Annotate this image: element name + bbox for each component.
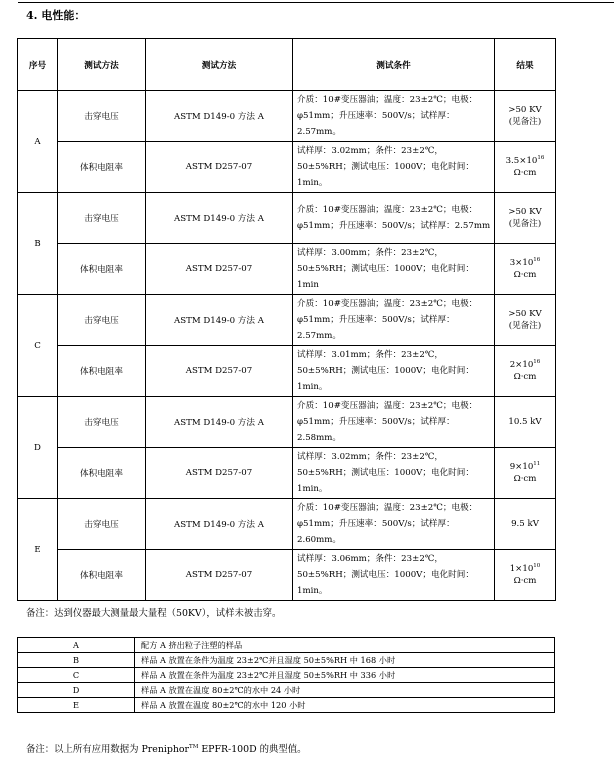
test-conditions xyxy=(293,550,495,601)
header-conditions: 测试条件 xyxy=(293,39,495,91)
table-row xyxy=(18,295,556,346)
result-value: >50 KV xyxy=(508,105,542,115)
test-result xyxy=(495,397,556,448)
condition-line: φ51mm；升压速率：500V/s；试样厚：2.58mm。 xyxy=(297,417,455,443)
group-id: C xyxy=(18,295,58,397)
condition-line: 介质：10#变压器油；温度：23±2℃；电极： xyxy=(297,401,478,411)
test-result xyxy=(495,448,556,499)
condition-line: 介质：10#变压器油；温度：23±2℃；电极： xyxy=(297,205,478,215)
header-method: 测试方法 xyxy=(58,39,146,91)
test-standard: ASTM D257-07 xyxy=(146,142,293,193)
test-method: 体积电阻率 xyxy=(58,244,146,295)
result-note: (见备注) xyxy=(508,219,542,229)
sample-description: 配方 A 挤出粒子注塑的样品 xyxy=(135,638,555,653)
condition-line: 试样厚：3.02mm；条件：23±2℃， xyxy=(297,146,443,156)
condition-line: 50±5%RH；测试电压：1000V；电化时间：1min。 xyxy=(297,366,474,392)
mapping-row xyxy=(18,668,555,683)
result-note: (见备注) xyxy=(508,117,542,127)
test-standard: ASTM D149-0 方法 A xyxy=(146,499,293,550)
result-base: 9×10 xyxy=(509,462,534,472)
trademark-sup: TM xyxy=(189,743,199,750)
test-result xyxy=(495,142,556,193)
mapping-row xyxy=(18,683,555,698)
test-method: 击穿电压 xyxy=(58,193,146,244)
condition-line: 50±5%RH；测试电压：1000V；电化时间：1min。 xyxy=(297,468,474,494)
test-standard: ASTM D257-07 xyxy=(146,550,293,601)
test-conditions xyxy=(293,295,495,346)
table-row xyxy=(18,448,556,499)
top-rule xyxy=(18,2,614,3)
test-conditions xyxy=(293,448,495,499)
table-row xyxy=(18,346,556,397)
mapping-row xyxy=(18,698,555,713)
table-row xyxy=(18,397,556,448)
sample-description: 样品 A 放置在温度 80±2℃的水中 120 小时 xyxy=(135,698,555,713)
table-row xyxy=(18,91,556,142)
result-value: 9.5 kV xyxy=(511,519,539,529)
condition-line: 介质：10#变压器油；温度：23±2℃；电极： xyxy=(297,299,478,309)
test-result xyxy=(495,550,556,601)
sample-label: B xyxy=(18,653,135,668)
test-result xyxy=(495,193,556,244)
test-standard: ASTM D149-0 方法 A xyxy=(146,193,293,244)
test-standard: ASTM D257-07 xyxy=(146,346,293,397)
test-method: 体积电阻率 xyxy=(58,142,146,193)
test-conditions xyxy=(293,91,495,142)
test-conditions xyxy=(293,142,495,193)
mapping-row xyxy=(18,638,555,653)
group-id: A xyxy=(18,91,58,193)
table-row xyxy=(18,550,556,601)
note2-prefix: 备注：以上所有应用数据为 Preniphor xyxy=(26,744,190,755)
header-standard: 测试方法 xyxy=(146,39,293,91)
sample-label: D xyxy=(18,683,135,698)
test-conditions xyxy=(293,193,495,244)
sample-description: 样品 A 放置在条件为温度 23±2℃并且湿度 50±5%RH 中 168 小时 xyxy=(135,653,555,668)
condition-line: 试样厚：3.00mm；条件：23±2℃， xyxy=(297,248,443,258)
result-exponent: 16 xyxy=(537,155,545,162)
sample-label: C xyxy=(18,668,135,683)
result-base: 1×10 xyxy=(509,564,534,574)
result-value: >50 KV xyxy=(508,309,542,319)
test-conditions xyxy=(293,346,495,397)
test-standard: ASTM D149-0 方法 A xyxy=(146,295,293,346)
test-standard: ASTM D257-07 xyxy=(146,244,293,295)
test-method: 击穿电压 xyxy=(58,91,146,142)
result-unit: Ω·cm xyxy=(513,168,537,178)
test-conditions xyxy=(293,499,495,550)
table-row xyxy=(18,244,556,295)
group-id: E xyxy=(18,499,58,601)
result-note: (见备注) xyxy=(508,321,542,331)
test-conditions xyxy=(293,397,495,448)
result-value xyxy=(495,359,555,371)
result-unit: Ω·cm xyxy=(513,270,537,280)
header-index: 序号 xyxy=(18,39,58,91)
result-exponent: 10 xyxy=(533,563,541,570)
header-result: 结果 xyxy=(495,39,556,91)
test-result xyxy=(495,295,556,346)
table-header-row xyxy=(18,39,556,91)
mapping-row xyxy=(18,653,555,668)
condition-line: 50±5%RH；测试电压：1000V；电化时间：1min。 xyxy=(297,162,474,188)
result-value xyxy=(495,563,555,575)
result-unit: Ω·cm xyxy=(513,372,537,382)
condition-line: 试样厚：3.02mm；条件：23±2℃， xyxy=(297,452,443,462)
table-row xyxy=(18,193,556,244)
table-row xyxy=(18,142,556,193)
test-method: 体积电阻率 xyxy=(58,448,146,499)
test-result xyxy=(495,346,556,397)
note-typical-values xyxy=(26,741,306,755)
test-method: 体积电阻率 xyxy=(58,346,146,397)
test-result xyxy=(495,91,556,142)
result-exponent: 16 xyxy=(533,257,541,264)
sample-label: E xyxy=(18,698,135,713)
test-standard: ASTM D257-07 xyxy=(146,448,293,499)
test-method: 击穿电压 xyxy=(58,499,146,550)
result-value xyxy=(495,155,555,179)
result-value xyxy=(495,461,555,473)
test-method: 击穿电压 xyxy=(58,295,146,346)
table-row xyxy=(18,499,556,550)
section-title: 4. 电性能： xyxy=(26,9,86,22)
result-value: >50 KV xyxy=(508,207,542,217)
note-max-range: 备注：达到仪器最大测量最大量程（50KV），试样未被击穿。 xyxy=(26,608,282,619)
test-method: 击穿电压 xyxy=(58,397,146,448)
group-id: B xyxy=(18,193,58,295)
condition-line: 试样厚：3.01mm；条件：23±2℃， xyxy=(297,350,443,360)
condition-line: 50±5%RH；测试电压：1000V；电化时间：1min。 xyxy=(297,570,474,596)
note2-suffix: EPFR-100D 的典型值。 xyxy=(198,744,307,755)
sample-condition-table xyxy=(17,637,555,713)
condition-line: 介质：10#变压器油；温度：23±2℃；电极： xyxy=(297,95,478,105)
result-unit: Ω·cm xyxy=(513,576,537,586)
condition-line: φ51mm；升压速率：500V/s；试样厚：2.57mm xyxy=(297,221,491,231)
test-standard: ASTM D149-0 方法 A xyxy=(146,397,293,448)
condition-line: φ51mm；升压速率：500V/s；试样厚：2.57mm。 xyxy=(297,315,455,341)
sample-description: 样品 A 放置在条件为温度 23±2℃并且湿度 50±5%RH 中 336 小时 xyxy=(135,668,555,683)
test-standard: ASTM D149-0 方法 A xyxy=(146,91,293,142)
result-base: 3×10 xyxy=(509,258,534,268)
condition-line: φ51mm；升压速率：500V/s；试样厚：2.60mm。 xyxy=(297,519,455,545)
electrical-properties-table xyxy=(17,38,556,601)
result-value xyxy=(495,257,555,269)
test-conditions xyxy=(293,244,495,295)
result-exponent: 16 xyxy=(533,359,541,366)
condition-line: 试样厚：3.06mm；条件：23±2℃， xyxy=(297,554,443,564)
result-unit: Ω·cm xyxy=(513,474,537,484)
result-base: 3.5×10 xyxy=(505,156,538,166)
condition-line: 介质：10#变压器油；温度：23±2℃；电极： xyxy=(297,503,478,513)
result-exponent: 11 xyxy=(533,461,541,468)
group-id: D xyxy=(18,397,58,499)
result-value: 10.5 kV xyxy=(508,417,542,427)
condition-line: 50±5%RH；测试电压：1000V；电化时间：1min xyxy=(297,264,474,290)
test-result xyxy=(495,499,556,550)
condition-line: φ51mm；升压速率：500V/s；试样厚：2.57mm。 xyxy=(297,111,455,137)
test-method: 体积电阻率 xyxy=(58,550,146,601)
sample-label: A xyxy=(18,638,135,653)
test-result xyxy=(495,244,556,295)
sample-description: 样品 A 放置在温度 80±2℃的水中 24 小时 xyxy=(135,683,555,698)
result-base: 2×10 xyxy=(509,360,534,370)
